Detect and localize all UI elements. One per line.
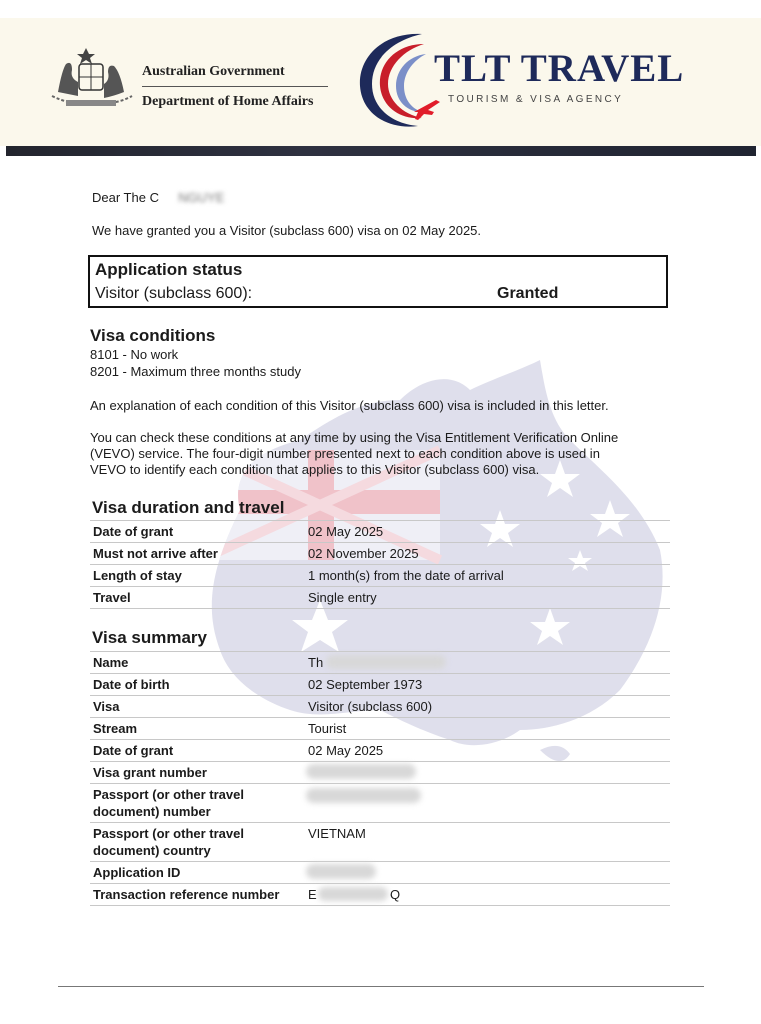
row-value: VIETNAM	[308, 826, 366, 841]
department-name: Department of Home Affairs	[142, 94, 314, 109]
table-row	[90, 674, 670, 696]
row-key: Transaction reference number	[93, 887, 280, 902]
row-value: 1 month(s) from the date of arrival	[308, 568, 504, 583]
application-status-box	[88, 255, 668, 308]
redacted-passport-number	[306, 788, 421, 803]
letterhead-bar	[6, 146, 756, 156]
granted-sentence: We have granted you a Visitor (subclass 600) visa on 02 May 2025.	[92, 223, 482, 238]
table-row	[90, 587, 670, 609]
row-key: Date of grant	[93, 743, 174, 758]
row-key: Application ID	[93, 865, 181, 880]
row-key: document) country	[93, 843, 211, 858]
redacted-application-id	[306, 864, 376, 879]
table-row	[90, 718, 670, 740]
row-value: 02 September 1973	[308, 677, 423, 692]
agency-name: TLT TRAVEL	[434, 47, 685, 90]
agency-tagline: TOURISM & VISA AGENCY	[448, 94, 624, 105]
row-value: 02 May 2025	[308, 524, 384, 539]
conditions-explanation: An explanation of each condition of this Visitor (subclass 600) visa is included in this letter.	[90, 398, 609, 413]
vevo-text-line: VEVO to identify each condition that applies to this Visitor (subclass 600) visa.	[90, 462, 540, 477]
table-row	[90, 696, 670, 718]
table-row	[90, 521, 670, 543]
row-value: Single entry	[308, 590, 377, 605]
row-value: Tourist	[308, 721, 347, 736]
row-key: Visa grant number	[93, 765, 207, 780]
row-key: document) number	[93, 804, 211, 819]
gov-divider	[142, 86, 328, 87]
application-status-value: Granted	[497, 285, 559, 302]
redacted-name	[326, 655, 446, 669]
table-row	[90, 565, 670, 587]
greeting: Dear The C NGUYE	[92, 190, 225, 205]
row-key: Visa	[93, 699, 120, 714]
redacted-transaction-ref	[318, 887, 388, 901]
row-key: Must not arrive after	[93, 546, 218, 561]
application-status-label: Visitor (subclass 600):	[95, 285, 253, 302]
table-row	[90, 762, 670, 784]
vevo-text-line: (VEVO) service. The four-digit number presented next to each condition above is used in	[90, 446, 600, 461]
table-row	[90, 823, 670, 862]
table-row	[90, 543, 670, 565]
row-key: Passport (or other travel	[93, 787, 244, 802]
condition-item: 8201 - Maximum three months study	[90, 364, 301, 379]
row-value: 02 November 2025	[308, 546, 419, 561]
visa-summary-title: Visa summary	[92, 628, 207, 647]
row-key: Travel	[93, 590, 131, 605]
table-row	[90, 740, 670, 762]
row-value: Visitor (subclass 600)	[308, 699, 433, 714]
row-key: Stream	[93, 721, 138, 736]
application-status-title: Application status	[95, 260, 243, 279]
row-value: E	[308, 887, 317, 902]
redacted-grant-number	[306, 764, 416, 779]
vevo-text-line: You can check these conditions at any time by using the Visa Entitlement Verification Online	[90, 430, 619, 445]
row-key: Date of grant	[93, 524, 174, 539]
table-row	[90, 784, 670, 823]
row-value-tail: Q	[390, 887, 401, 902]
row-value: Th	[308, 655, 324, 670]
row-key: Length of stay	[93, 568, 182, 583]
condition-item: 8101 - No work	[90, 347, 179, 362]
gov-name: Australian Government	[142, 64, 285, 79]
table-row	[90, 652, 670, 674]
row-key: Date of birth	[93, 677, 170, 692]
row-value: 02 May 2025	[308, 743, 384, 758]
footer-divider	[58, 986, 704, 987]
table-row	[90, 862, 670, 884]
greeting-redacted-name: NGUYE	[178, 190, 225, 205]
visa-duration-title: Visa duration and travel	[92, 498, 285, 517]
row-key: Name	[93, 655, 129, 670]
coat-of-arms-icon	[48, 44, 134, 110]
table-row	[90, 884, 670, 906]
visa-conditions-title: Visa conditions	[90, 326, 216, 345]
row-key: Passport (or other travel	[93, 826, 244, 841]
